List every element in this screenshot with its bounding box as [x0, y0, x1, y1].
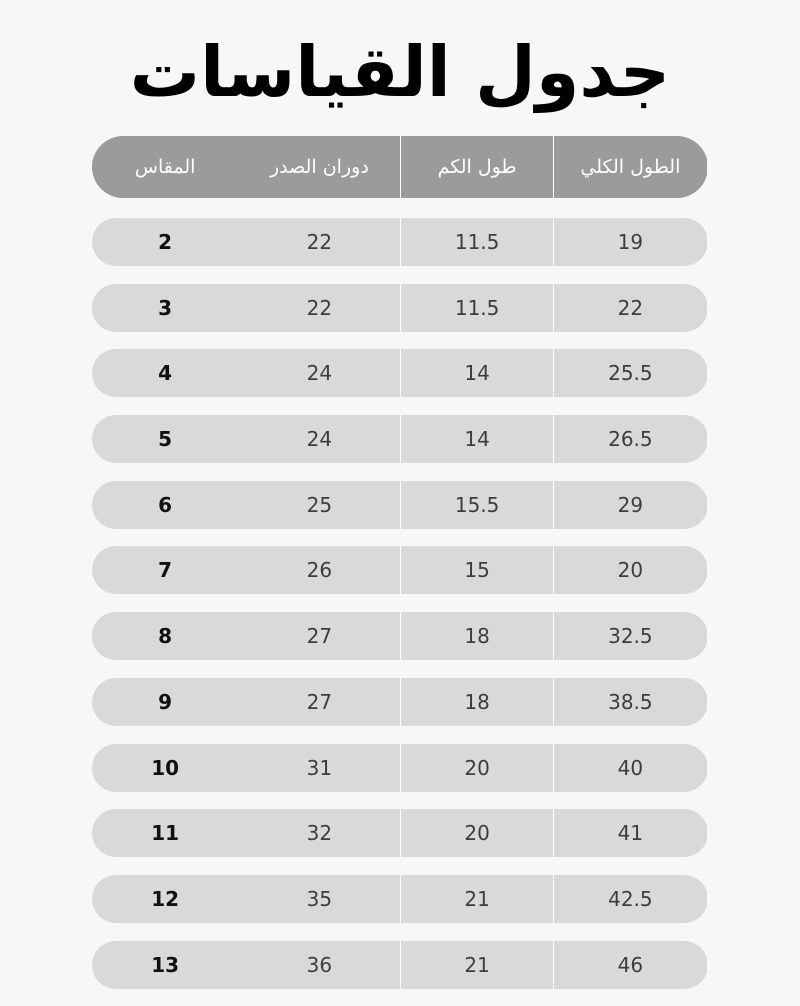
header-total-length: الطول الكلي: [554, 136, 708, 198]
cell-total-length: 19: [554, 218, 708, 266]
table-row: [92, 481, 708, 529]
cell-total-length: 46: [554, 941, 708, 989]
cell-sleeve-length: 21: [401, 941, 553, 989]
page-title: جدول القياسات: [129, 31, 671, 113]
header-chest: دوران الصدر: [238, 136, 401, 198]
cell-chest: 25: [238, 481, 401, 529]
cell-size: 11: [151, 821, 180, 846]
cell-sleeve-length: 21: [401, 875, 553, 923]
cell-chest: 31: [238, 744, 401, 792]
cell-size: 4: [158, 361, 173, 386]
cell-total-length: 29: [554, 481, 708, 529]
cell-chest: 22: [238, 218, 401, 266]
header-sleeve-length: طول الكم: [401, 136, 553, 198]
header-size: المقاس: [134, 156, 196, 178]
table-row: [92, 941, 708, 989]
cell-sleeve-length: 11.5: [401, 284, 553, 332]
cell-sleeve-length: 18: [401, 612, 553, 660]
cell-chest: 32: [238, 809, 401, 857]
cell-total-length: 25.5: [554, 349, 708, 397]
cell-size: 2: [158, 230, 173, 254]
table-row: [92, 415, 708, 463]
cell-size: 13: [151, 952, 180, 977]
table-row: [92, 349, 708, 397]
cell-total-length: 41: [554, 809, 708, 857]
cell-total-length: 26.5: [554, 415, 708, 463]
cell-total-length: 32.5: [554, 612, 708, 660]
cell-chest: 27: [238, 678, 401, 726]
table-row: [92, 875, 708, 923]
cell-size: 10: [151, 755, 180, 780]
cell-sleeve-length: 15.5: [401, 481, 553, 529]
cell-chest: 35: [238, 875, 401, 923]
table-row: [92, 744, 708, 792]
cell-sleeve-length: 20: [401, 744, 553, 792]
cell-chest: 24: [238, 415, 401, 463]
cell-size: 5: [158, 427, 173, 452]
cell-total-length: 20: [554, 546, 708, 594]
cell-sleeve-length: 11.5: [401, 218, 553, 266]
cell-sleeve-length: 18: [401, 678, 553, 726]
cell-chest: 22: [238, 284, 401, 332]
table-row: [92, 809, 708, 857]
cell-size: 7: [158, 558, 173, 583]
cell-size: 9: [158, 689, 173, 714]
cell-total-length: 38.5: [554, 678, 708, 726]
cell-size: 6: [158, 492, 173, 517]
cell-sleeve-length: 14: [401, 349, 553, 397]
cell-chest: 26: [238, 546, 401, 594]
cell-chest: 36: [238, 941, 401, 989]
cell-sleeve-length: 20: [401, 809, 553, 857]
table-row: [92, 678, 708, 726]
cell-total-length: 40: [554, 744, 708, 792]
cell-sleeve-length: 14: [401, 415, 553, 463]
table-row: [92, 612, 708, 660]
cell-chest: 27: [238, 612, 401, 660]
cell-sleeve-length: 15: [401, 546, 553, 594]
table-row: [92, 284, 708, 332]
cell-size: 12: [151, 886, 180, 911]
cell-total-length: 22: [554, 284, 708, 332]
table-header-row: [92, 136, 708, 198]
cell-size: 8: [158, 624, 173, 649]
cell-size: 3: [158, 295, 173, 320]
table-row: [92, 546, 708, 594]
table-row: [92, 218, 708, 266]
size-table: [92, 136, 708, 1006]
cell-total-length: 42.5: [554, 875, 708, 923]
cell-chest: 24: [238, 349, 401, 397]
